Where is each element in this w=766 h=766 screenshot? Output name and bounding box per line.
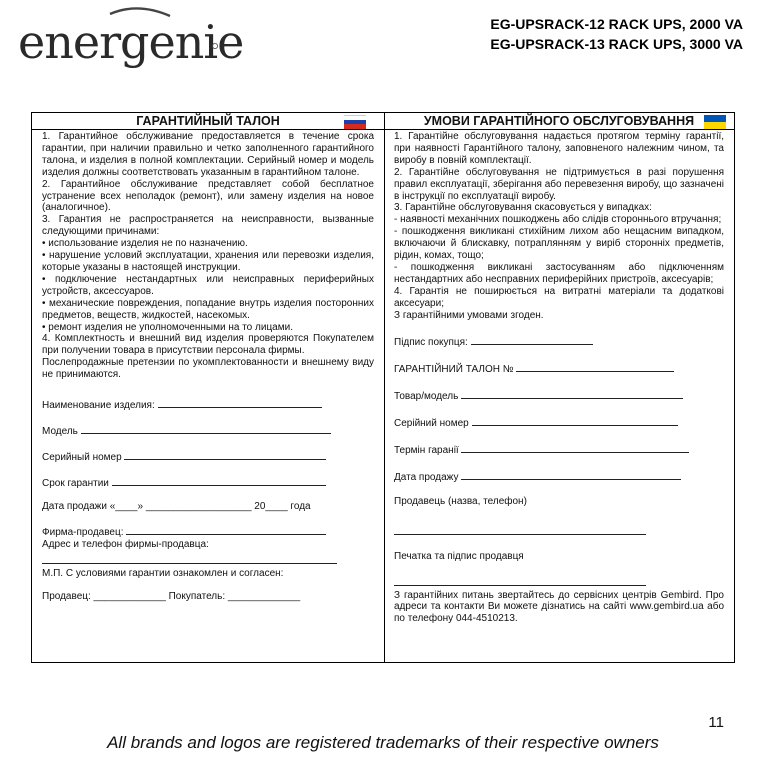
ru-paragraph: Послепродажные претензии по укомплектованности и внешнему виду не принимаются.: [42, 357, 374, 381]
warranty-ru: [32, 113, 385, 662]
ua-service-note: З гарантійних питань звертайтесь до сервісних центрів Gembird. Про адреси та контакти Ви можете дізнатись на сайті www.gembird.ua або по телефону 044-4510213.: [394, 589, 724, 625]
ru-product-field: Наименование изделия:: [42, 397, 374, 412]
ru-signatures: Продавец: _____________ Покупатель: _____________: [42, 591, 301, 603]
ru-paragraph: • механические повреждения, попадание внутрь изделия посторонних предметов, веществ, жидкостей, насекомых.: [42, 297, 374, 321]
page-number: 11: [708, 714, 724, 731]
energenie-logo: [18, 8, 244, 70]
ru-paragraph: • подключение нестандартных или неисправных периферийных устройств, аксессуаров.: [42, 273, 374, 297]
logo-wordmark: energenie: [18, 15, 244, 69]
ru-stamp-line: М.П. С условиями гарантии ознакомлен и согласен:: [42, 568, 284, 580]
ru-address-line: [42, 553, 374, 568]
ua-serial-field: Серійний номер: [394, 415, 724, 430]
ru-paragraph: 4. Комплектность и внешний вид изделия проверяются Покупателем при получении товара в присутствии персонала фирмы.: [42, 333, 374, 357]
ru-model-field: Модель: [42, 423, 374, 438]
ua-header: [384, 113, 734, 130]
model-heading: [490, 14, 743, 54]
ua-coupon-field: ГАРАНТІЙНИЙ ТАЛОН №: [394, 361, 724, 376]
ru-serial-field: Серийный номер: [42, 449, 374, 464]
ua-stamp-line: [394, 575, 724, 590]
trademark-note: All brands and logos are registered trademarks of their respective owners: [107, 733, 659, 752]
ru-term-field: Срок гарантии: [42, 475, 374, 490]
ua-body: [384, 130, 734, 625]
ru-body: [32, 130, 384, 603]
ua-paragraph: 1. Гарантійне обслуговування надається протягом терміну гарантії, при наявності Гарантійного талону, заповненого належним чином, та виробу в повній комплектації.: [394, 131, 724, 166]
warranty-ua: [384, 113, 734, 662]
ua-paragraph: 2. Гарантійне обслуговування не підтримується в разі порушення правил експлуатації, зберігання або перевезення виробу, що зазначені в інструкції по експлуатації виробу.: [394, 166, 724, 202]
ru-seller-address-field: Адрес и телефон фирмы-продавца:: [42, 539, 209, 551]
ua-term-field: Термін гарaнії: [394, 442, 724, 457]
model-line-1: EG-UPSRACK-12 RACK UPS, 2000 VA: [490, 16, 743, 32]
ru-paragraph: • ремонт изделия не уполномоченными на то лицами.: [42, 321, 293, 333]
ua-seller-field: Продавець (назва, телефон): [394, 495, 527, 507]
ua-paragraph: - пошкодження викликані стихійним лихом або нещасним випадком, включаючи й блискавку, потраплянням у виріб сторонніх предметів, рідин, комах, тощо;: [394, 226, 724, 262]
ru-header: [32, 113, 384, 130]
ua-title: УМОВИ ГАРАНТІЙНОГО ОБСЛУГОВУВАННЯ: [423, 114, 695, 128]
ru-paragraph: 1. Гарантийное обслуживание предоставляется в течение срока гарантии, при наличии правильно и четко заполненного гарантийного талона, и изделия в полной комплектации. Серийный номер и модель изделия должны соответствовать указанным в гарантийном талоне.: [42, 131, 374, 178]
ru-paragraph: 2. Гарантийное обслуживание представляет собой бесплатное устранение всех неполадок (ремонт), или замену изделия на новое (аналогичное).: [42, 178, 374, 214]
ru-seller-firm-field: Фирма-продавец:: [42, 524, 374, 539]
warranty-card: [31, 112, 735, 663]
ru-flag-icon: [344, 115, 366, 129]
ua-paragraph: З гарантійними умовами згоден.: [394, 309, 544, 321]
ua-sale-date-field: Дата продажу: [394, 469, 724, 484]
ua-paragraph: - пошкодження викликані застосуванням або підключенням нестандартних або несправних периферійних пристроїв, аксесуарів;: [394, 261, 724, 285]
ua-stamp-field: Печатка та підпис продавця: [394, 550, 524, 562]
model-line-2: EG-UPSRACK-13 RACK UPS, 3000 VA: [490, 36, 743, 52]
ua-paragraph: 4. Гарантія не поширюється на витратні матеріали та додаткові аксесуари;: [394, 285, 724, 309]
ru-paragraph: 3. Гарантия не распространяется на неисправности, вызванные следующими причинами:: [42, 214, 374, 238]
ru-title: ГАРАНТИЙНЫЙ ТАЛОН: [136, 114, 280, 128]
brand-logo: [18, 8, 244, 70]
ua-flag-icon: [704, 115, 726, 129]
ru-paragraph: • использование изделия не по назначению.: [42, 238, 248, 250]
ua-seller-line: [394, 524, 724, 539]
ru-paragraph: • нарушение условий эксплуатации, хранения или перевозки изделия, которые указаны в настоящей инструкции.: [42, 250, 374, 273]
ua-paragraph: 3. Гарантійне обслуговування скасовується у випадках:: [394, 202, 652, 214]
ua-product-field: Товар/модель: [394, 388, 724, 403]
ru-sale-date-field: Дата продажи «____» ___________________ 20____ года: [42, 501, 311, 513]
ua-paragraph: - наявності механічних пошкоджень або слідів стороннього втручання;: [394, 214, 722, 226]
ua-signature-field: Підпис покупця:: [394, 334, 724, 349]
